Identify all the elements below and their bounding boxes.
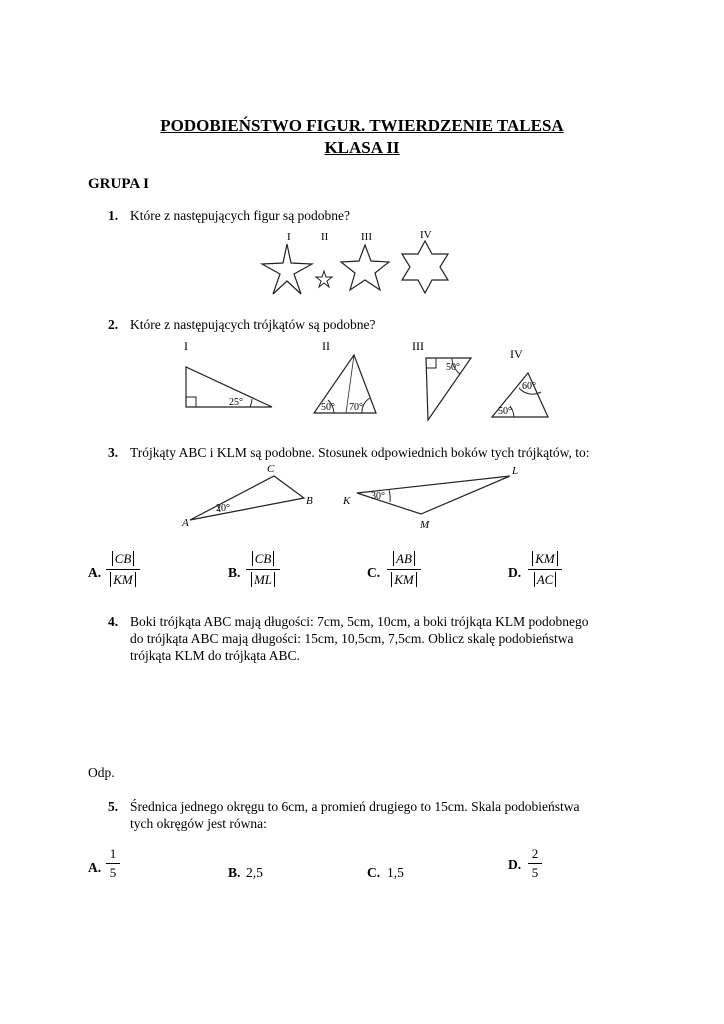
option-a-fraction[interactable]: 1 5 xyxy=(106,846,120,881)
figure-label: II xyxy=(322,339,330,353)
figure-label: III xyxy=(361,231,372,243)
angle-label: 25° xyxy=(229,397,243,408)
option-b-fraction[interactable]: CB ML xyxy=(246,550,280,589)
vertex-label: K xyxy=(343,495,351,507)
question-text: Które z następujących figur są podobne? xyxy=(130,208,351,223)
figure-label: IV xyxy=(420,229,432,241)
question-number: 3. xyxy=(108,445,119,460)
question-text-line: tych okręgów jest równa: xyxy=(130,816,267,831)
option-c-letter: C. xyxy=(367,865,381,880)
question-number: 1. xyxy=(108,208,119,223)
option-d-fraction[interactable]: 2 5 xyxy=(528,846,542,881)
question-number: 5. xyxy=(108,799,119,814)
angle-label: 20° xyxy=(216,503,230,514)
figure-label: I xyxy=(184,339,188,353)
option-a-letter: A. xyxy=(88,860,102,875)
angle-label: 50° xyxy=(321,402,335,413)
star-shape xyxy=(262,244,312,294)
option-d-letter: D. xyxy=(508,857,522,872)
question-text: Które z następujących trójkątów są podobne? xyxy=(130,317,376,332)
figure-label: IV xyxy=(510,347,523,361)
option-c-letter: C. xyxy=(367,565,381,580)
angle-label: 50° xyxy=(498,406,512,417)
page-subtitle: KLASA II xyxy=(324,138,400,157)
vertex-label: B xyxy=(306,495,313,507)
stars-figure xyxy=(250,224,460,300)
angle-label: 60° xyxy=(522,381,536,392)
vertex-label: M xyxy=(420,519,430,531)
page-title: PODOBIEŃSTWO FIGUR. TWIERDZENIE TALESA xyxy=(160,116,564,135)
question-number: 2. xyxy=(108,317,119,332)
option-d-letter: D. xyxy=(508,565,522,580)
option-c-value[interactable]: 1,5 xyxy=(387,865,404,880)
star-shape xyxy=(402,241,448,293)
vertex-label: C xyxy=(267,463,275,475)
answer-label: Odp. xyxy=(88,765,115,780)
star-shape xyxy=(316,271,332,287)
question-number: 4. xyxy=(108,614,119,629)
option-b-letter: B. xyxy=(228,865,241,880)
option-d-fraction[interactable]: KM AC xyxy=(528,550,562,589)
vertex-label: A xyxy=(182,517,189,529)
angle-label: 50° xyxy=(446,362,460,373)
angle-label: 30° xyxy=(371,491,385,502)
angle-label: 70° xyxy=(349,402,363,413)
question-text: Trójkąty ABC i KLM są podobne. Stosunek odpowiednich boków tych trójkątów, to: xyxy=(130,445,590,460)
option-c-fraction[interactable]: AB KM xyxy=(387,550,421,589)
group-heading: GRUPA I xyxy=(88,176,149,192)
figure-label: I xyxy=(287,231,291,243)
triangles-figure xyxy=(176,334,556,426)
figure-label: III xyxy=(412,339,424,353)
figure-label: II xyxy=(321,231,329,243)
star-shape xyxy=(341,245,389,290)
option-a-fraction[interactable]: CB KM xyxy=(106,550,140,589)
question-text-line: Boki trójkąta ABC mają długości: 7cm, 5cm, 10cm, a boki trójkąta KLM podobnego xyxy=(130,614,589,629)
triangle-abc xyxy=(190,476,304,520)
vertex-label: L xyxy=(512,465,519,477)
option-a-letter: A. xyxy=(88,565,102,580)
option-b-value[interactable]: 2,5 xyxy=(246,865,263,880)
question-text-line: trójkąta KLM do trójkąta ABC. xyxy=(130,648,300,663)
question-text-line: do trójkąta ABC mają długości: 15cm, 10,5cm, 7,5cm. Oblicz skalę podobieństwa xyxy=(130,631,574,646)
similar-triangles-figure xyxy=(176,460,536,534)
option-b-letter: B. xyxy=(228,565,241,580)
question-text-line: Średnica jednego okręgu to 6cm, a promień drugiego to 15cm. Skala podobieństwa xyxy=(130,799,580,814)
